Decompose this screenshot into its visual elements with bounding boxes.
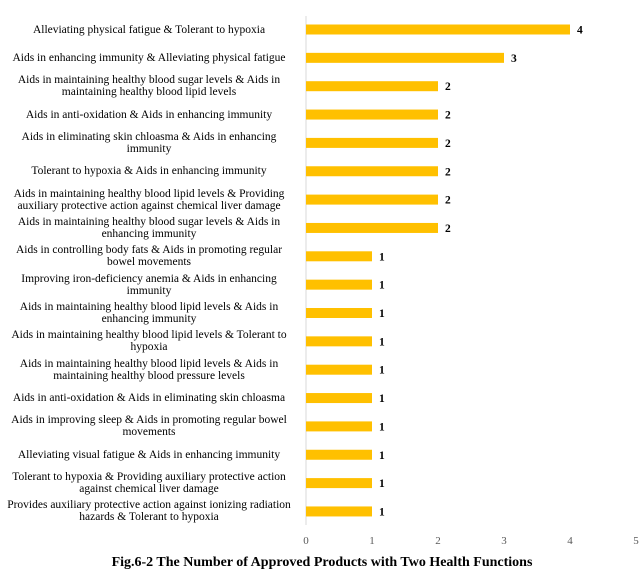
category-label bbox=[2, 52, 296, 64]
x-tick-label: 3 bbox=[501, 535, 507, 545]
category-label-line: Aids in eliminating skin chloasma & Aids in enhancing bbox=[21, 130, 277, 143]
bar bbox=[306, 223, 438, 233]
x-tick-label: 4 bbox=[567, 535, 573, 545]
category-label-line: hypoxia bbox=[130, 341, 168, 354]
bar bbox=[306, 25, 570, 35]
data-label: 1 bbox=[379, 449, 385, 462]
data-label: 2 bbox=[445, 109, 451, 122]
data-label: 1 bbox=[379, 478, 385, 491]
category-label-line: maintaining healthy blood pressure levels bbox=[53, 369, 245, 382]
category-label bbox=[2, 131, 296, 155]
bar bbox=[306, 506, 372, 516]
category-label-line: Aids in maintaining healthy blood lipid levels & Aids in bbox=[19, 357, 279, 370]
category-label-line: Aids in maintaining healthy blood lipid levels & Providing bbox=[13, 187, 285, 200]
data-label: 1 bbox=[379, 308, 385, 320]
figure-caption: Fig.6-2 The Number of Approved Products with Two Health Functions bbox=[111, 555, 533, 570]
category-label bbox=[2, 273, 296, 297]
bar bbox=[306, 81, 438, 91]
bar bbox=[306, 421, 372, 431]
category-label-line: Tolerant to hypoxia & Providing auxiliary protective action bbox=[12, 471, 286, 484]
category-label bbox=[2, 358, 296, 382]
category-label bbox=[2, 329, 296, 353]
category-label-line: hazards & Tolerant to hypoxia bbox=[79, 511, 219, 524]
category-label bbox=[2, 188, 296, 212]
category-label-line: Aids in anti-oxidation & Aids in eliminating skin chloasma bbox=[12, 392, 286, 405]
category-label bbox=[2, 24, 296, 36]
category-label bbox=[2, 414, 296, 438]
category-label-line: Aids in controlling body fats & Aids in promoting regular bbox=[15, 244, 283, 257]
category-label-line: Improving iron-deficiency anemia & Aids in enhancing bbox=[21, 272, 277, 285]
bar bbox=[306, 138, 438, 148]
data-label: 1 bbox=[379, 279, 385, 292]
category-label-line: Alleviating physical fatigue & Tolerant to hypoxia bbox=[32, 23, 266, 36]
data-label: 4 bbox=[577, 24, 583, 37]
x-tick-label: 1 bbox=[369, 535, 375, 545]
category-label-line: Aids in enhancing immunity & Alleviating physical fatigue bbox=[12, 51, 286, 64]
category-label-line: enhancing immunity bbox=[101, 227, 197, 240]
bar bbox=[306, 478, 372, 488]
category-label-line: enhancing immunity bbox=[101, 313, 197, 325]
category-label-line: maintaining healthy blood lipid levels bbox=[61, 86, 237, 99]
category-label bbox=[2, 244, 296, 268]
category-label-line: Aids in maintaining healthy blood lipid levels & Tolerant to bbox=[11, 329, 287, 342]
bar bbox=[306, 393, 372, 403]
x-tick-label: 2 bbox=[435, 535, 441, 545]
bar bbox=[306, 166, 438, 176]
data-label: 1 bbox=[379, 364, 385, 377]
data-label: 2 bbox=[445, 166, 451, 179]
category-label-line: Aids in maintaining healthy blood lipid levels & Aids in bbox=[19, 301, 279, 313]
category-label bbox=[2, 499, 296, 523]
category-label bbox=[2, 216, 296, 240]
bar bbox=[306, 336, 372, 346]
category-label bbox=[2, 471, 296, 495]
bar bbox=[306, 450, 372, 460]
category-label bbox=[2, 301, 296, 325]
category-label-line: Alleviating visual fatigue & Aids in enhancing immunity bbox=[17, 448, 281, 461]
category-label-line: immunity bbox=[126, 284, 172, 297]
data-label: 2 bbox=[445, 81, 451, 94]
data-label: 1 bbox=[379, 393, 385, 406]
category-label-line: Provides auxiliary protective action against ionizing radiation bbox=[7, 499, 291, 512]
data-label: 1 bbox=[379, 421, 385, 434]
category-label-line: auxiliary protective action against chemical liver damage bbox=[17, 199, 281, 212]
category-label-line: immunity bbox=[126, 142, 172, 155]
category-label-line: Tolerant to hypoxia & Aids in enhancing immunity bbox=[31, 165, 267, 178]
bar bbox=[306, 110, 438, 120]
bar bbox=[306, 365, 372, 375]
data-label: 1 bbox=[379, 506, 385, 519]
data-label: 2 bbox=[445, 222, 451, 235]
x-tick-label: 0 bbox=[303, 535, 309, 545]
data-label: 2 bbox=[445, 137, 451, 150]
x-tick-label: 5 bbox=[633, 535, 639, 545]
bar bbox=[306, 251, 372, 261]
category-label-line: Aids in anti-oxidation & Aids in enhancing immunity bbox=[25, 108, 273, 121]
data-label: 3 bbox=[511, 52, 517, 65]
bar bbox=[306, 308, 372, 318]
category-label bbox=[2, 109, 296, 121]
data-label: 1 bbox=[379, 336, 385, 349]
category-label-line: movements bbox=[122, 426, 176, 439]
category-label-line: bowel movements bbox=[107, 256, 191, 269]
category-label bbox=[2, 449, 296, 461]
bar bbox=[306, 280, 372, 290]
bar bbox=[306, 53, 504, 63]
category-label-line: Aids in maintaining healthy blood sugar levels & Aids in bbox=[17, 215, 281, 228]
category-label bbox=[2, 74, 296, 98]
category-label-line: Aids in maintaining healthy blood sugar levels & Aids in bbox=[17, 74, 281, 87]
bar bbox=[306, 195, 438, 205]
category-label bbox=[2, 392, 296, 404]
category-label-line: against chemical liver damage bbox=[79, 483, 219, 496]
category-label bbox=[2, 165, 296, 177]
data-label: 2 bbox=[445, 194, 451, 207]
data-label: 1 bbox=[379, 251, 385, 264]
category-label-line: Aids in improving sleep & Aids in promoting regular bowel bbox=[11, 414, 287, 427]
